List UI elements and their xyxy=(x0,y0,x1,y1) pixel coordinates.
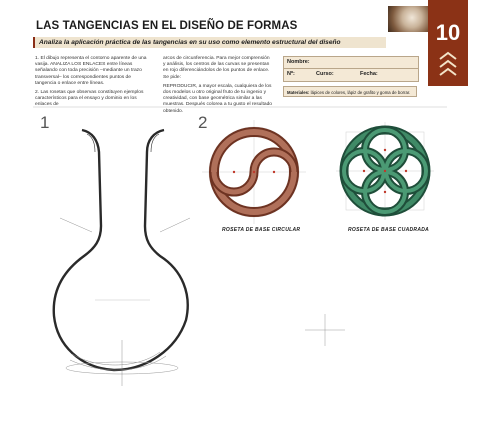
crosshair-mark xyxy=(305,314,345,346)
number-label: Nº: xyxy=(287,71,295,77)
instruction-paragraph: 2. Las rosetas que observas constituyen ejemplos característicos para el ensayo y dominio en los enlaces de xyxy=(35,90,144,108)
instruction-paragraph: 1. El dibujo representa el contorno aparente de una vasija. ANALIZA LOS ENLACES entre líneas señalando con toda precisión –mediante un trazo transversal– los correspondientes puntos de tangencia o enlace entre líneas. xyxy=(35,56,147,86)
rosette-square-caption: ROSETA DE BASE CUADRADA xyxy=(348,227,430,233)
name-label: Nombre: xyxy=(287,59,310,65)
page-title: LAS TANGENCIAS EN EL DISEÑO DE FORMAS xyxy=(36,20,298,32)
exercise-number: 10 xyxy=(435,20,461,45)
page-subtitle: Analiza la aplicación práctica de las tangencias en su uso como elemento estructural del diseño xyxy=(33,37,386,48)
exercise-1-label: 1 xyxy=(40,113,50,132)
vase-drawing xyxy=(54,130,190,386)
course-label: Curso: xyxy=(316,71,334,77)
instruction-paragraph: REPRODUCIR, a mayor escala, cualquiera de los dos modelos u otro original fruto de tu ingenio y creatividad, con base geométrica similar a las muestras. Después colorea a tu gusto el resultado obtenido. xyxy=(163,83,273,114)
materials-label: Materiales: xyxy=(287,90,310,95)
materials-value: lápices de colores, lápiz de grafito y goma de borrar. xyxy=(310,90,411,95)
date-label: Fecha: xyxy=(360,71,378,77)
rosette-circular-caption: ROSETA DE BASE CIRCULAR xyxy=(222,227,301,233)
instruction-paragraph: arcos de circunferencia. Para mejor comprensión y análisis, los centros de las curvas se presentan en rojo diferenciándolos de los puntos de enlace. Se pide: xyxy=(163,56,270,80)
exercise-2-label: 2 xyxy=(198,113,208,132)
rosette-square xyxy=(336,122,434,220)
rosette-circular xyxy=(202,120,306,224)
